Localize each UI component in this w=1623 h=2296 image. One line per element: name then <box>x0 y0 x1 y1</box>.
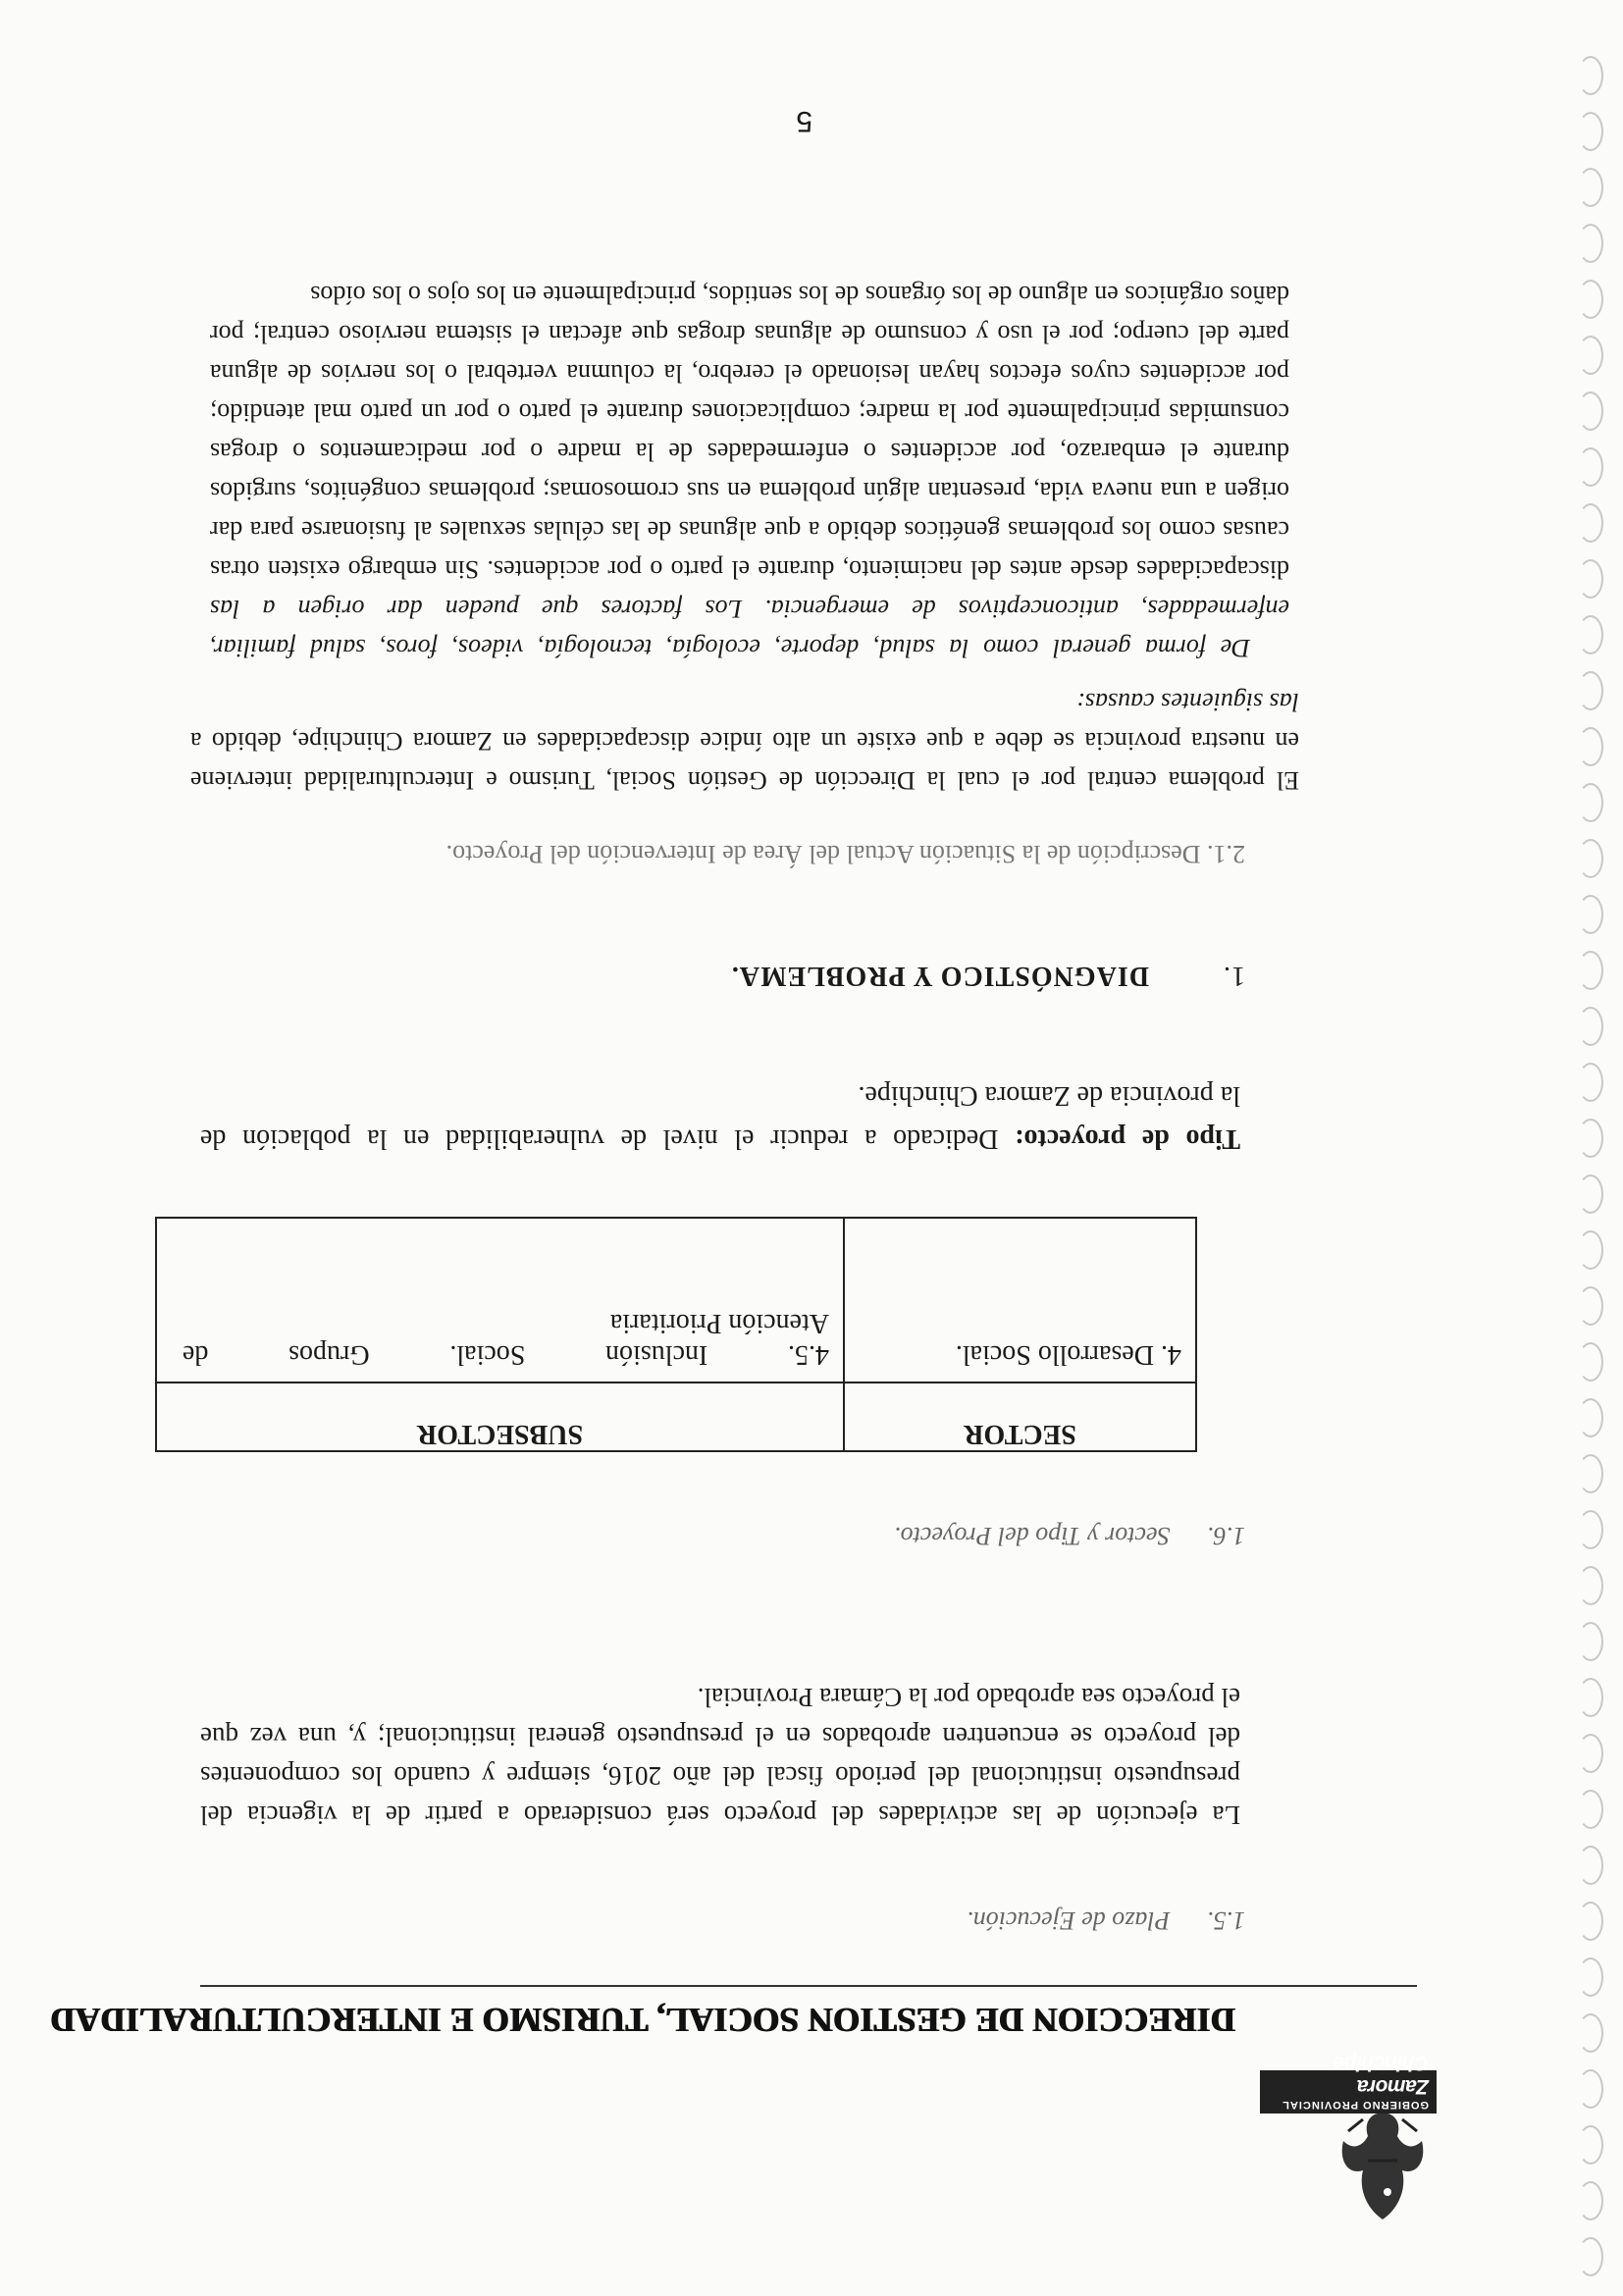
table-header-row <box>156 1383 1196 1451</box>
column-header-sector: SECTOR <box>844 1383 1196 1451</box>
binding-hole <box>1578 1398 1603 1437</box>
binding-hole <box>1578 1230 1603 1270</box>
binding-hole <box>1578 1678 1603 1717</box>
binding-hole <box>1578 559 1603 599</box>
binding-hole <box>1578 280 1603 319</box>
binding-hole <box>1578 1174 1603 1214</box>
paragraph-line: en nuestra provincia se debe a que existe un alto índice discapacidades en Zamora Chinchipe, debido a <box>190 727 1299 756</box>
binding-hole <box>1578 727 1603 766</box>
binding-hole <box>1578 1566 1603 1605</box>
binding-hole <box>1578 783 1603 822</box>
header-title: DIRECCION DE GESTION SOCIAL, TURISMO E INTERCULTURALIDAD <box>49 2001 1235 2039</box>
binding-holes <box>1558 20 1617 2276</box>
subsector-line-2: Atención Prioritaria <box>609 1308 829 1338</box>
table-row <box>156 1218 1196 1383</box>
section-1-5-paragraph <box>200 1678 1240 1835</box>
paragraph-line: el proyecto sea aprobado por la Cámara Provincial. <box>697 1683 1240 1712</box>
section-2-1-heading: 2.1. Descripción de la Situación Actual del Área de Intervención del Proyecto. <box>445 840 1245 868</box>
page-number: 5 <box>796 105 812 137</box>
binding-hole <box>1578 1790 1603 1829</box>
binding-hole <box>1578 1007 1603 1046</box>
paragraph-line: durante el embarazo, por accidentes o enfermedades de la madre o por medicamentos o drogas <box>210 438 1289 466</box>
section-1-6-number: 1.6. <box>1207 1522 1245 1550</box>
section-1-5-number: 1.5. <box>1207 1906 1245 1935</box>
paragraph-line: discapacidades desde antes del nacimiento, durante el parto o por accidentes. Sin embargo existen otras <box>210 555 1289 584</box>
paragraph-line: La ejecución de las actividades del proyecto será considerado a partir de la vigencia del <box>200 1800 1240 1830</box>
binding-hole <box>1578 1957 1603 1997</box>
diagnostic-number: 1. <box>1223 961 1245 991</box>
binding-hole <box>1578 1119 1603 1158</box>
binding-hole <box>1578 1846 1603 1885</box>
section-1-6-heading <box>894 1521 1245 1550</box>
binding-hole <box>1578 2125 1603 2165</box>
binding-hole <box>1578 1342 1603 1382</box>
binding-hole <box>1578 503 1603 543</box>
paragraph-line: daños orgánicos en alguno de los órganos de los sentidos, principalmente en los ojos o los oídos <box>310 281 1289 309</box>
provincial-logo <box>1260 2052 1437 2229</box>
binding-hole <box>1578 2181 1603 2220</box>
paragraph-line: De forma general como la salud, deporte, ecología, tecnología, videos, foros, salud familiar, <box>210 634 1250 662</box>
sector-table <box>155 1217 1197 1452</box>
binding-hole <box>1578 336 1603 375</box>
paragraph-line: consumidas principalmente por la madre; complicaciones durante el parto o por un parto mal atendido; <box>210 398 1289 427</box>
logo-line-2: Zamora Chinchipe <box>1333 2052 1429 2098</box>
diagnostic-heading <box>731 960 1245 991</box>
binding-hole <box>1578 1286 1603 1326</box>
problem-paragraph <box>190 682 1299 800</box>
binding-hole <box>1578 2013 1603 2053</box>
binding-hole <box>1578 671 1603 710</box>
project-type <box>200 1073 1240 1160</box>
paragraph-line: El problema central por el cual la Dirección de Gestión Social, Turismo e Interculturalidad interviene <box>190 766 1299 795</box>
logo-wordmark <box>1260 2052 1437 2113</box>
project-type-line-1: Dedicado a reducir el nivel de vulnerabilidad en la población de <box>200 1123 999 1154</box>
section-1-5-heading <box>967 1905 1245 1935</box>
logo-line-1: GOBIERNO PROVINCIAL <box>1282 2099 1429 2111</box>
binding-hole <box>1578 1734 1603 1773</box>
project-type-label: Tipo de proyecto: <box>1015 1123 1240 1154</box>
paragraph-line: causas como los problemas genéticos debido a que algunas de las células sexuales al fusionarse para dar <box>210 516 1289 545</box>
binding-hole <box>1578 1063 1603 1102</box>
section-1-6-title: Sector y Tipo del Proyecto. <box>894 1522 1171 1550</box>
paragraph-line: origen a una nueva vida, presentan algún problema en sus cromosomas; problemas congénitos, surgidos <box>210 477 1289 505</box>
causes-paragraph <box>210 275 1289 667</box>
binding-hole <box>1578 391 1603 431</box>
paragraph-line: parte del cuerpo; por el uso y consumo de algunas drogas que afectan el sistema nervioso central; por <box>210 320 1289 348</box>
column-header-subsector: SUBSECTOR <box>156 1383 844 1451</box>
binding-hole <box>1578 839 1603 878</box>
sector-value: 4. Desarrollo Social. <box>955 1339 1181 1370</box>
binding-hole <box>1578 2069 1603 2109</box>
binding-hole <box>1578 895 1603 934</box>
binding-hole <box>1578 615 1603 654</box>
binding-hole <box>1578 1510 1603 1549</box>
binding-hole <box>1578 56 1603 95</box>
project-type-line-2: la provincia de Zamora Chinchipe. <box>858 1080 1240 1111</box>
binding-hole <box>1578 2237 1603 2276</box>
binding-hole <box>1578 447 1603 487</box>
binding-hole <box>1578 1622 1603 1661</box>
binding-hole <box>1578 168 1603 207</box>
cell-subsector <box>156 1218 844 1383</box>
subsector-line-1: 4.5. Inclusión Social. Grupos de <box>183 1339 829 1370</box>
paragraph-line: por accidentes cuyos efectos hayan lesionado el cerebro, la columna vertebral o los nervios de alguna <box>210 359 1289 388</box>
paragraph-line: presupuesto institucional del periodo fiscal del año 2016, siempre y cuando los componentes <box>200 1761 1240 1791</box>
binding-hole <box>1578 1902 1603 1941</box>
paragraph-line: enfermedades, anticonceptivos de emergencia. Los factores que pueden dar origen a las <box>210 595 1289 623</box>
section-1-5-title: Plazo de Ejecución. <box>967 1906 1171 1935</box>
binding-hole <box>1578 112 1603 151</box>
cell-sector <box>844 1218 1196 1383</box>
paragraph-line: las siguientes causas: <box>1076 688 1299 716</box>
paragraph-line: del proyecto se encuentren aprobados en el presupuesto general institucional; y, una vez que <box>200 1722 1240 1751</box>
diagnostic-title: DIAGNÓSTICO Y PROBLEMA. <box>730 961 1149 991</box>
binding-hole <box>1578 224 1603 263</box>
binding-hole <box>1578 1454 1603 1493</box>
binding-hole <box>1578 951 1603 990</box>
header-divider <box>200 1985 1417 1987</box>
